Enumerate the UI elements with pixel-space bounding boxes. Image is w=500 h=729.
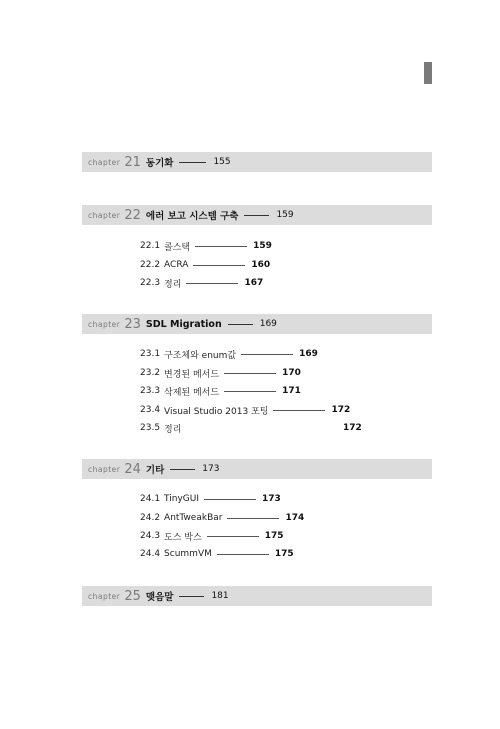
chapter-page: 155 [213,157,231,167]
chapter-number: 22 [124,207,141,223]
chapter-25-bar [82,586,432,606]
toc-entry-24-4[interactable] [140,547,294,561]
section-number: 23.3 [140,386,161,396]
section-title: TinyGUI [164,494,200,504]
chapter-page: 159 [276,210,294,220]
section-title: 정리 [164,424,182,435]
toc-entry-23-2[interactable] [140,366,301,380]
chapter-24-bar [82,459,432,479]
section-number: 23.5 [140,423,161,433]
chapter-label: chapter [88,157,121,167]
leader-line [195,246,247,247]
chapter-number: 21 [124,154,141,170]
section-number: 24.4 [140,549,161,559]
chapter-title[interactable]: SDL Migration [145,318,222,330]
section-page: 171 [282,386,301,396]
section-title: Visual Studio 2013 포팅 [164,406,269,417]
section-number: 22.3 [140,278,161,288]
toc-entry-22-3[interactable] [140,276,263,290]
chapter-23-bar [82,314,432,334]
leader-line [224,391,276,392]
leader-line [204,499,256,500]
toc-entry-23-3[interactable] [140,384,301,398]
section-title: 구조체와 enum값 [164,350,237,361]
chapter-title[interactable]: 동기화 [145,158,174,169]
leader-line [224,373,276,374]
chapter-title[interactable]: 에러 보고 시스템 구축 [145,211,239,222]
section-title: 변경된 메서드 [164,369,220,380]
section-title: 정리 [164,279,182,290]
leader-line [170,469,195,470]
leader-line [179,162,206,163]
chapter-page: 173 [202,464,220,474]
section-page: 167 [244,278,264,288]
section-number: 22.2 [140,260,161,270]
chapter-label: chapter [88,591,121,601]
toc-entry-24-2[interactable] [140,511,304,525]
leader-line [228,324,253,325]
leader-line [273,410,325,411]
leader-line [227,518,279,519]
leader-line [186,283,238,284]
leader-line [179,596,204,597]
section-page: 175 [264,531,284,541]
section-title: ACRA [164,260,189,270]
chapter-title[interactable]: 맺음말 [145,592,174,603]
section-number: 22.1 [140,241,161,251]
section-number: 23.2 [140,368,161,378]
section-number: 24.1 [140,494,161,504]
chapter-number: 25 [124,588,141,604]
toc-entry-23-1[interactable] [140,347,318,361]
leader-line [241,354,293,355]
section-title: 콜스택 [164,242,191,253]
section-page: 169 [299,349,318,359]
chapter-page: 181 [211,591,229,601]
toc-entry-23-4[interactable] [140,403,350,417]
section-page: 159 [253,241,272,251]
section-number: 23.1 [140,349,161,359]
section-title: ScummVM [164,549,212,559]
section-page: 172 [331,405,351,415]
chapter-label: chapter [88,464,121,474]
chapter-title[interactable]: 기타 [145,465,165,476]
chapter-21-bar [82,152,432,172]
chapter-number: 24 [124,461,141,477]
chapter-page: 169 [259,319,277,329]
corner-tab-marker [424,62,432,84]
toc-entry-23-5[interactable] [140,421,181,435]
section-number: 24.3 [140,531,161,541]
section-title: AntTweakBar [164,513,223,523]
section-page: 172 [343,423,362,433]
leader-line [217,554,269,555]
leader-line [193,265,245,266]
section-title: 삭제된 메서드 [164,387,220,398]
section-number: 24.2 [140,513,161,523]
chapter-label: chapter [88,210,121,220]
toc-entry-22-1[interactable] [140,239,272,253]
section-page: 160 [251,260,271,270]
section-page: 173 [262,494,281,504]
section-page: 170 [282,368,301,378]
chapter-22-bar [82,205,432,225]
toc-entry-24-3[interactable] [140,529,283,543]
toc-entry-22-2[interactable] [140,258,270,272]
section-number: 23.4 [140,405,161,415]
chapter-label: chapter [88,319,121,329]
section-page: 175 [274,549,294,559]
section-page: 174 [285,513,305,523]
leader-line [207,536,259,537]
leader-line [244,215,269,216]
chapter-number: 23 [124,316,141,332]
toc-entry-24-1[interactable] [140,492,281,506]
section-title: 도스 박스 [164,532,202,543]
